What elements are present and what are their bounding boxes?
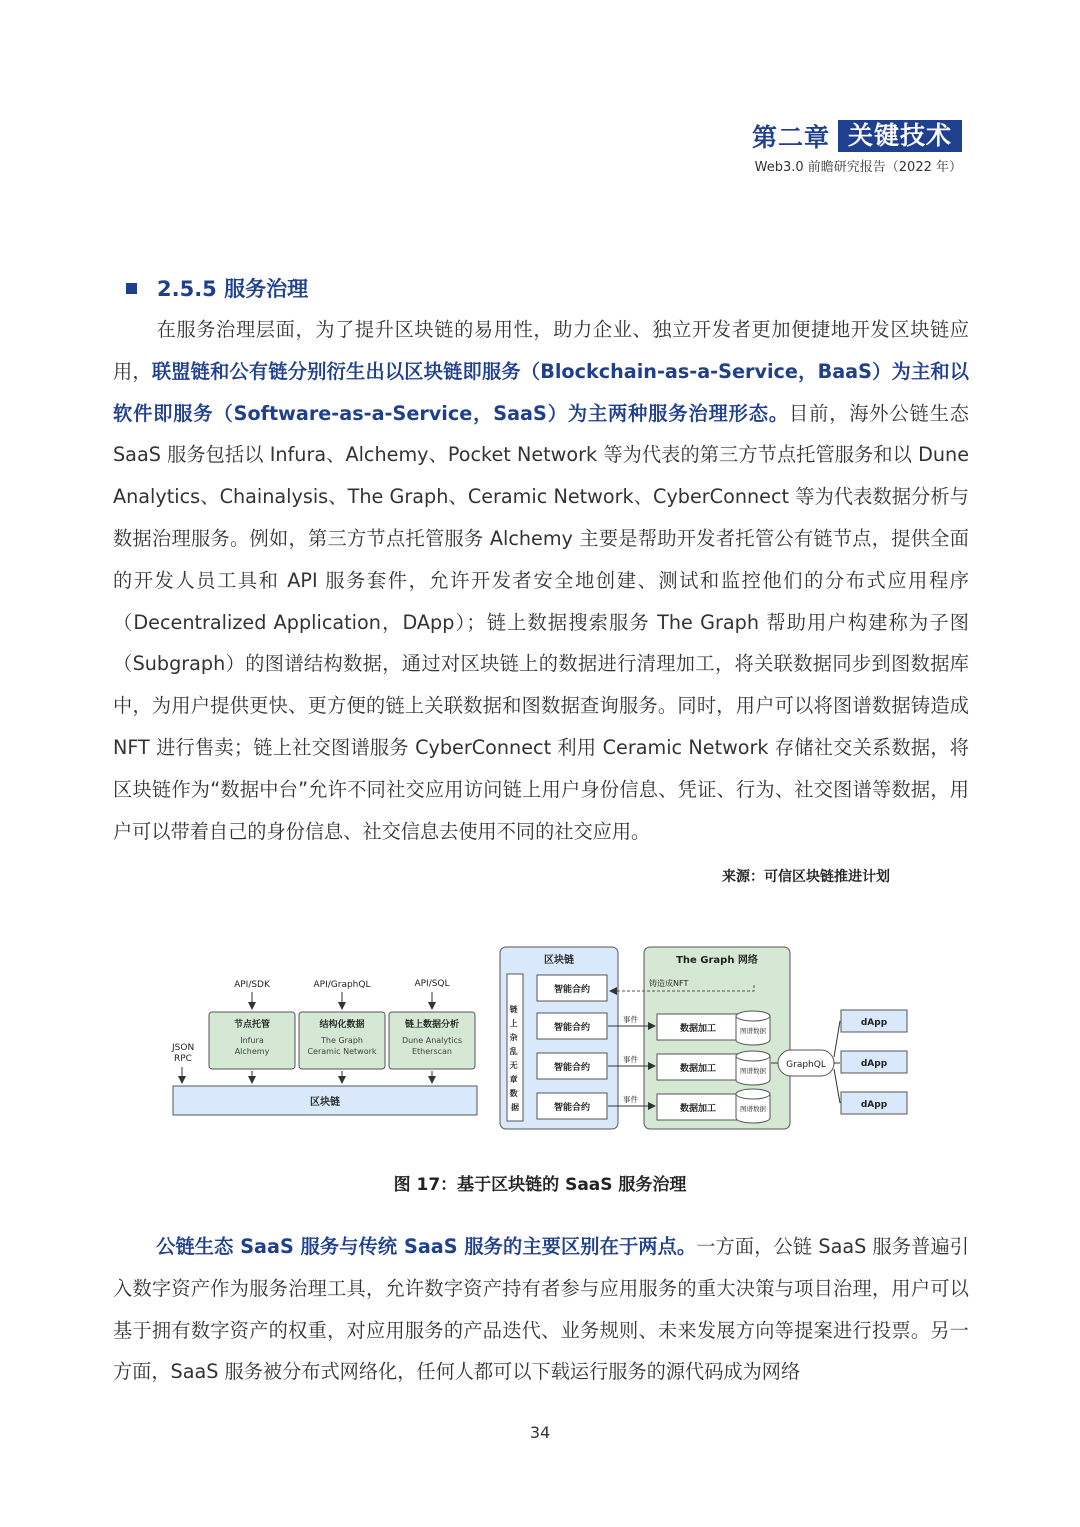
dapp-label-2: dApp bbox=[860, 1100, 888, 1110]
service-line2-2: Etherscan bbox=[411, 1047, 453, 1056]
service-line1-2: Dune Analytics bbox=[401, 1036, 463, 1045]
graph-db-label-0: 图谱数据 bbox=[740, 1027, 766, 1035]
api-label-1: API/GraphQL bbox=[313, 980, 371, 990]
service-title-2: 链上数据分析 bbox=[404, 1020, 460, 1030]
paragraph2-rest: 一方面，公链 SaaS 服务普遍引入数字资产作为服务治理工具，允许数字资产持有者参与应用服务的重大决策与项目治理，用户可以基于拥有数字资产的权重，对应用服务的产品迭代、业务规则、未来发展方向等提案进行投票。另一方面，SaaS 服务被分布式网络化，任何人都可以下载运行服务的源代码成为网络 bbox=[113, 1235, 969, 1384]
mint-nft-label: 铸造成NFT bbox=[649, 979, 689, 988]
paragraph1-highlight: 联盟链和公有链分别衍生出以区块链即服务（Blockchain-as-a-Service，BaaS）为主和以软件即服务（Software-as-a-Service，SaaS）为主两种服务治理形态。 bbox=[113, 359, 969, 425]
raw-data-char-6: 数 bbox=[509, 1089, 518, 1098]
report-title: Web3.0 前瞻研究报告（2022 年） bbox=[754, 160, 962, 175]
graphql-label: GraphQL bbox=[786, 1060, 826, 1070]
saas-architecture-diagram bbox=[170, 942, 910, 1134]
service-title-0: 节点托管 bbox=[233, 1020, 271, 1030]
raw-data-char-1: 上 bbox=[509, 1019, 518, 1028]
chapter-title: 关键技术 bbox=[838, 120, 962, 152]
raw-data-char-0: 链 bbox=[509, 1005, 518, 1014]
jsonrpc-label-0: JSON bbox=[172, 1043, 195, 1053]
data-process-label-0: 数据加工 bbox=[679, 1024, 717, 1034]
dapp-arrow-0 bbox=[834, 1021, 840, 1057]
raw-data-char-5: 章 bbox=[509, 1075, 518, 1084]
raw-data-char-3: 乱 bbox=[509, 1047, 518, 1056]
smart-contract-label-1: 智能合约 bbox=[553, 1023, 591, 1033]
smart-contract-label-2: 智能合约 bbox=[553, 1063, 591, 1073]
body-paragraph-1 bbox=[113, 309, 969, 852]
raw-data-char-4: 无 bbox=[509, 1061, 518, 1070]
api-label-0: API/SDK bbox=[234, 980, 270, 990]
page-number: 34 bbox=[529, 1423, 551, 1442]
smart-contract-label-0: 智能合约 bbox=[553, 985, 591, 995]
raw-data-char-7: 据 bbox=[511, 1103, 519, 1112]
paragraph2-highlight: 公链生态 SaaS 服务与传统 SaaS 服务的主要区别在于两点。 bbox=[156, 1235, 697, 1258]
blockchain-panel-title: 区块链 bbox=[544, 955, 574, 966]
the-graph-panel-title: The Graph 网络 bbox=[676, 955, 758, 966]
service-line2-0: Alchemy bbox=[234, 1047, 270, 1056]
graph-db-cylinder-2 bbox=[736, 1089, 770, 1123]
dapp-label-0: dApp bbox=[860, 1018, 888, 1028]
graph-db-cylinder-0 bbox=[736, 1011, 770, 1045]
service-line1-0: Infura bbox=[240, 1036, 264, 1045]
service-line1-1: The Graph bbox=[321, 1036, 363, 1045]
graph-db-label-2: 图谱数据 bbox=[740, 1105, 766, 1113]
graph-db-cylinder-1 bbox=[736, 1051, 770, 1085]
jsonrpc-label-1: RPC bbox=[174, 1054, 192, 1064]
dapp-arrow-2 bbox=[834, 1069, 840, 1103]
service-line2-1: Ceramic Network bbox=[307, 1047, 377, 1056]
figure-caption: 图 17：基于区块链的 SaaS 服务治理 bbox=[393, 1175, 687, 1195]
dapp-label-1: dApp bbox=[860, 1059, 888, 1069]
paragraph1-rest: 目前，海外公链生态 SaaS 服务包括以 Infura、Alchemy、Pocket Network 等为代表的第三方节点托管服务和以 Dune Analytics、Chainalysis、The Graph、Ceramic Network、CyberConnect 等为代表数据分析与数据治理服务。例如，第三方节点托管服务 Alchemy 主要是帮助开发者托管公有链节点，提供全面的开发人员工具和 API 服务套件，允许开发者安全地创建、测试和监控他们的分布式应用程序（Decentralized Application，DApp）；链上数据搜索服务 The Graph 帮助用户构建称为子图（Subgraph）的图谱结构数据，通过对区块链上的数据进行清理加工，将关联数据同步到图数据库中，为用户提供更快、更方便的链上关联数据和图数据查询服务。同时，用户可以将图谱数据铸造成 NFT 进行售卖；链上社交图谱服务 CyberConnect 利用 Ceramic Network 存储社交关系数据，将区块链作为“数据中台”允许不同社交应用访问链上用户身份信息、凭证、行为、社交图谱等数据，用户可以带着自己的身份信息、社交信息去使用不同的社交应用。 bbox=[113, 401, 969, 843]
paragraph1-intro: 在服务治理层面，为了提升区块链的易用性，助力企业、独立开发者更加便捷地开发区块链应用， bbox=[113, 318, 969, 383]
section-title: 2.5.5 服务治理 bbox=[157, 277, 309, 301]
page-header bbox=[752, 118, 962, 175]
event-label-1: 事件 bbox=[623, 1055, 638, 1064]
graph-db-label-1: 图谱数据 bbox=[740, 1067, 766, 1075]
bullet-square-icon bbox=[126, 283, 137, 294]
service-title-1: 结构化数据 bbox=[319, 1020, 365, 1030]
smart-contract-label-3: 智能合约 bbox=[553, 1103, 591, 1113]
api-label-2: API/SQL bbox=[414, 979, 450, 989]
data-process-label-1: 数据加工 bbox=[679, 1064, 717, 1074]
raw-data-char-2: 杂 bbox=[509, 1033, 518, 1042]
figure-source: 来源：可信区块链推进计划 bbox=[722, 869, 890, 885]
event-label-0: 事件 bbox=[623, 1015, 638, 1024]
event-label-2: 事件 bbox=[623, 1095, 638, 1104]
blockchain-base-label: 区块链 bbox=[310, 1097, 340, 1108]
chapter-number: 第二章 bbox=[751, 123, 830, 152]
body-paragraph-2 bbox=[113, 1226, 969, 1393]
data-process-label-2: 数据加工 bbox=[679, 1104, 717, 1114]
section-heading bbox=[126, 273, 308, 303]
